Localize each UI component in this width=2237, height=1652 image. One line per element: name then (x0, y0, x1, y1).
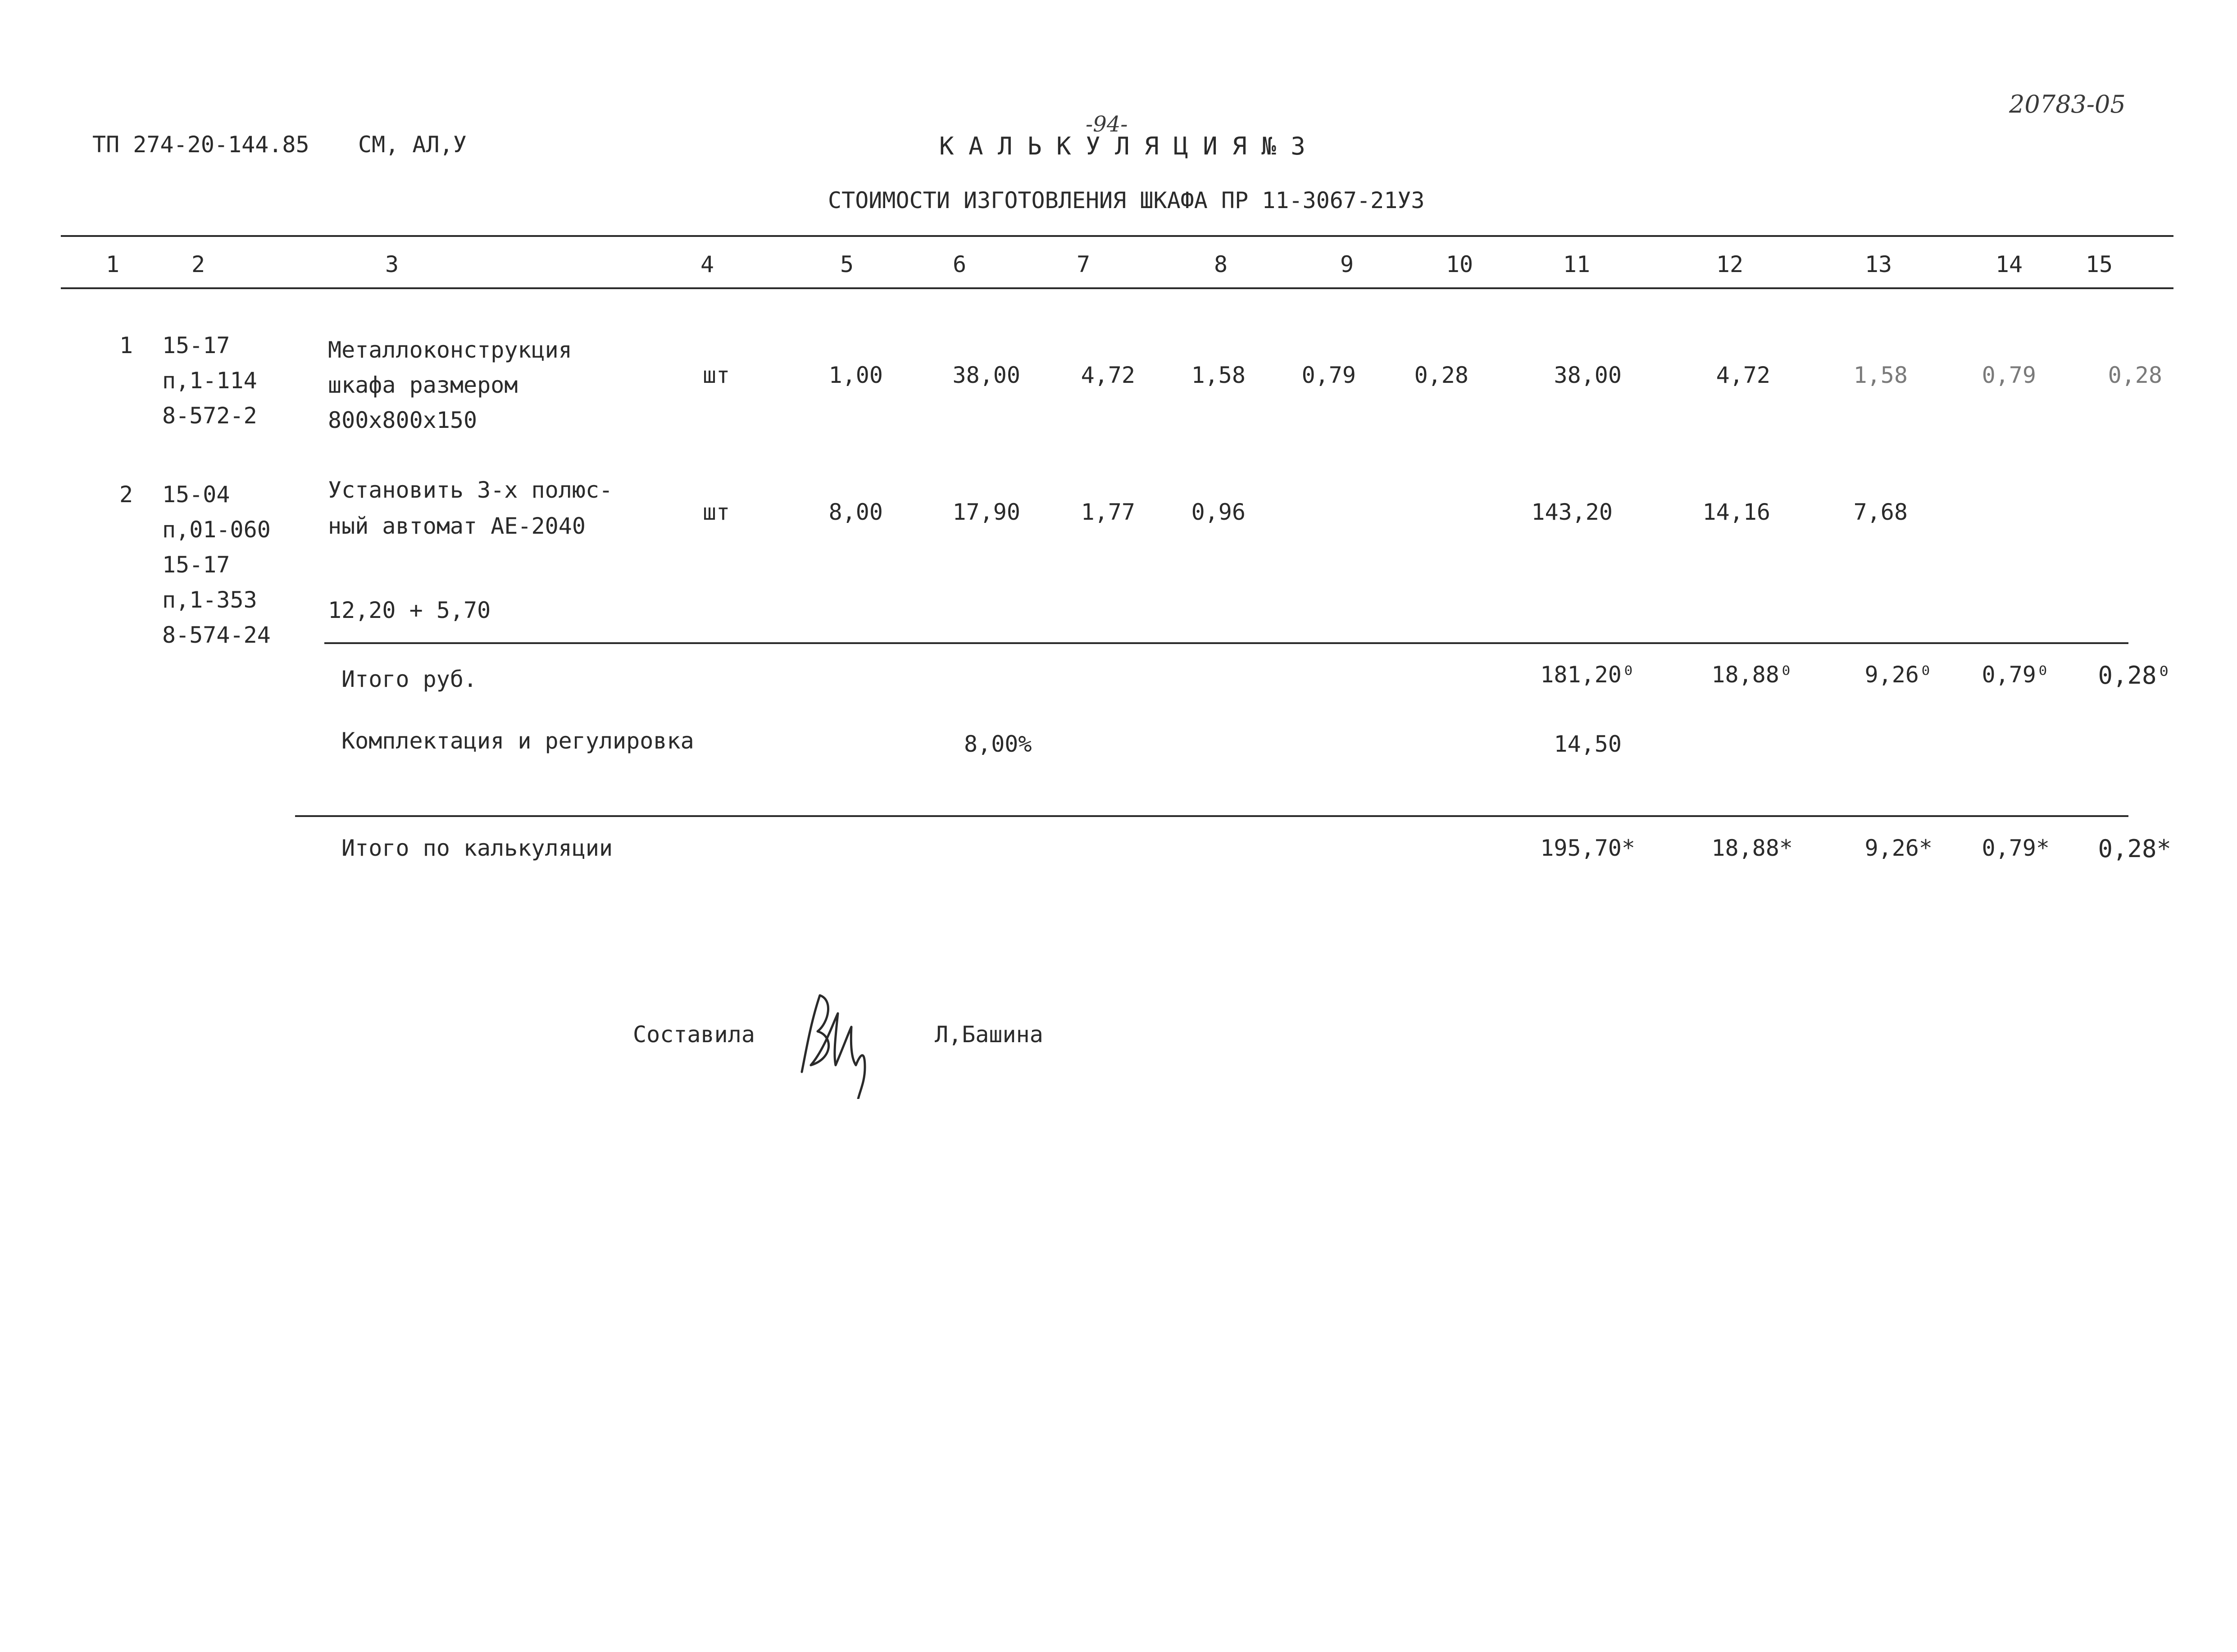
row-c9: 0,79 (1301, 362, 1356, 388)
row-c12: 14,16 (1702, 499, 1770, 525)
row-code: 15-17 (162, 552, 230, 578)
row-number: 1 (119, 332, 133, 359)
row-unit: шт (703, 499, 730, 525)
row-c7: 4,72 (1081, 362, 1135, 388)
subtotal-c13: 9,26⁰ (1864, 662, 1932, 688)
grand-total-c12: 18,88* (1711, 835, 1793, 861)
subtotal-c12: 18,88⁰ (1711, 662, 1793, 688)
subtotal-c15: 0,28⁰ (2098, 661, 2171, 690)
row-c10: 0,28 (1414, 362, 1469, 388)
row-name: Установить 3-х полюс- (328, 477, 613, 503)
column-number: 6 (952, 251, 967, 277)
row-c15: 0,28 (2108, 362, 2162, 388)
column-number: 5 (840, 251, 854, 277)
column-number: 14 (1995, 251, 2023, 277)
row-code: п,01-060 (162, 517, 271, 543)
row-unit: шт (703, 362, 730, 388)
row-c6: 17,90 (952, 499, 1020, 525)
row-c11: 143,20 (1531, 499, 1613, 525)
column-number: 12 (1716, 251, 1744, 277)
subtotal-c14: 0,79⁰ (1982, 662, 2050, 688)
grand-total-c15: 0,28* (2098, 835, 2171, 863)
table-top-rule (61, 235, 2173, 237)
row-c11: 38,00 (1554, 362, 1622, 388)
row-name: ный автомат АЕ-2040 (328, 513, 586, 539)
grand-total-c13: 9,26* (1864, 835, 1932, 861)
column-number: 8 (1214, 251, 1228, 277)
column-number: 11 (1563, 251, 1591, 277)
subtotal-label: Итого руб. (341, 666, 477, 692)
grand-total-label: Итого по калькуляции (341, 835, 613, 861)
column-number: 1 (105, 251, 120, 277)
page-number: -94- (1086, 112, 1128, 137)
column-number: 2 (191, 251, 205, 277)
row-c13: 7,68 (1853, 499, 1908, 525)
assembly-c11: 14,50 (1554, 731, 1622, 757)
grand-total-rule (295, 815, 2128, 817)
compiled-by-label: Составила (633, 1021, 755, 1048)
row-code: 15-04 (162, 481, 230, 508)
row-name: Металлоконструкция (328, 337, 572, 363)
row-c6: 38,00 (952, 362, 1020, 388)
row-c12: 4,72 (1716, 362, 1770, 388)
row-name: 800х800х150 (328, 407, 477, 433)
column-number: 3 (385, 251, 399, 277)
row-c13: 1,58 (1853, 362, 1908, 388)
compiler-name: Л,Башина (935, 1021, 1043, 1048)
row-note: 12,20 + 5,70 (328, 597, 491, 623)
document-title: К А Л Ь К У Л Я Ц И Я № 3 (939, 132, 1305, 160)
assembly-rate: 8,00% (964, 731, 1032, 757)
assembly-label: Комплектация и регулировка (341, 728, 694, 754)
column-number: 9 (1340, 251, 1354, 277)
document-subtitle: СТОИМОСТИ ИЗГОТОВЛЕНИЯ ШКАФА ПР 11-3067-21УЗ (828, 187, 1425, 213)
row-c5: 8,00 (828, 499, 883, 525)
row-name: шкафа размером (328, 372, 518, 398)
row-code: 15-17 (162, 332, 230, 359)
row-c5: 1,00 (828, 362, 883, 388)
totals-top-rule (324, 642, 2128, 644)
grand-total-c11: 195,70* (1540, 835, 1635, 861)
column-number: 13 (1864, 251, 1892, 277)
row-code: п,1-114 (162, 368, 257, 394)
header-bottom-rule (61, 287, 2173, 289)
row-c14: 0,79 (1982, 362, 2036, 388)
row-code: 8-574-24 (162, 622, 271, 648)
signature (793, 982, 883, 1099)
row-code: 8-572-2 (162, 403, 257, 429)
row-code: п,1-353 (162, 587, 257, 613)
row-number: 2 (119, 481, 133, 508)
row-c8: 0,96 (1191, 499, 1246, 525)
column-number: 7 (1076, 251, 1091, 277)
subtotal-c11: 181,20⁰ (1540, 662, 1635, 688)
row-c7: 1,77 (1081, 499, 1135, 525)
row-c8: 1,58 (1191, 362, 1246, 388)
grand-total-c14: 0,79* (1982, 835, 2050, 861)
doc-tags: СМ, АЛ,У (358, 132, 467, 158)
column-number: 15 (2085, 251, 2113, 277)
column-number: 10 (1446, 251, 1473, 277)
archive-number: 20783-05 (2009, 90, 2126, 118)
doc-code: ТП 274-20-144.85 (92, 132, 309, 158)
column-number: 4 (700, 251, 714, 277)
